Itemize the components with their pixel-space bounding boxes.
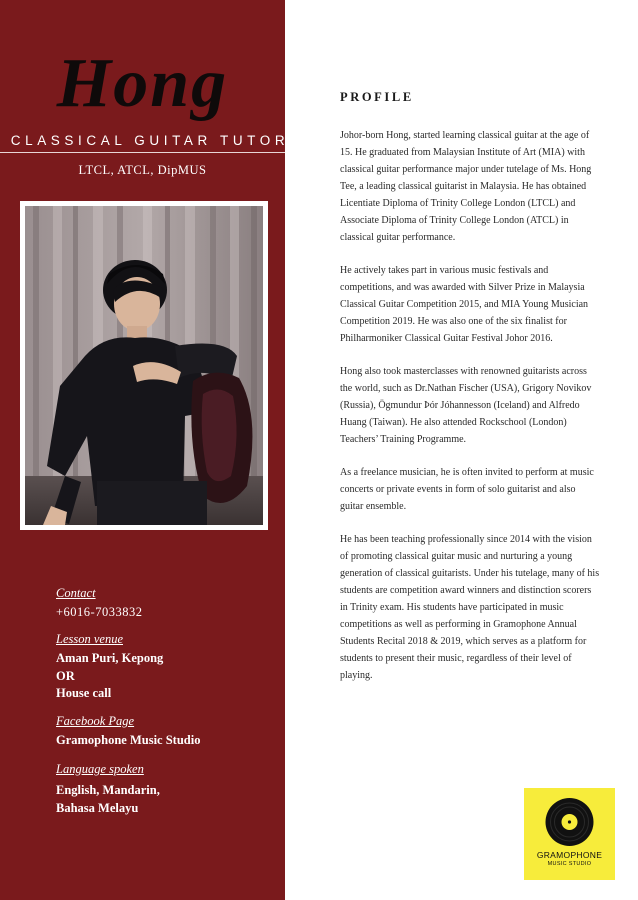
qualifications: LTCL, ATCL, DipMUS <box>78 163 207 177</box>
contact-label: Contact <box>56 586 96 600</box>
logo-line2: MUSIC STUDIO <box>547 861 592 867</box>
profile-heading: PROFILE <box>340 90 414 104</box>
contact-phone[interactable]: +6016-7033832 <box>56 605 143 619</box>
vinyl-record-icon <box>524 792 615 852</box>
language-label: Language spoken <box>56 762 144 776</box>
tutor-role: CLASSICAL GUITAR TUTOR <box>10 133 290 148</box>
profile-paragraph: Hong also took masterclasses with renowned guitarists across the world, such as Dr.Nathan Fischer (USA), Grigory Novikov (Russia), Ögmundur Þór Jóhannesson (Iceland) and Alfredo Huang (Taiwan). He also attended Rockschool (London) Teachers’ Training Programme. <box>340 366 592 445</box>
lesson-venue-section <box>56 632 163 703</box>
venue-line: House call <box>56 686 112 700</box>
title-divider <box>0 152 285 153</box>
tutor-photo <box>25 206 263 525</box>
profile-paragraph: As a freelance musician, he is often invited to perform at music concerts or private events in form of solo guitarist and also guitar ensemble. <box>340 467 594 512</box>
venue-line: OR <box>56 668 75 683</box>
contact-section <box>56 586 142 622</box>
gramophone-logo <box>524 788 615 880</box>
facebook-page-name[interactable]: Gramophone Music Studio <box>56 733 201 747</box>
profile-paragraph: He has been teaching professionally since 2014 with the vision of promoting classical guitar music and nurturing a young generation of classical guitarists. Under his tutelage, many of his students are competition award winners and distinction scorers in Trinity exam. His students have participated in music competitions as well as performing in Gramophone Annual Students Recital 2018 & 2019, which serves as a platform for students to present their music, regardless of their level of playing. <box>340 534 600 681</box>
logo-line1: GRAMOPHONE <box>536 850 603 860</box>
language-line: Bahasa Melayu <box>56 800 139 815</box>
profile-paragraph: Johor-born Hong, started learning classical guitar at the age of 15. He graduated from Malaysian Institute of Art (MIA) with classical guitar performance major under tutelage of Ms. Hong Tee, a leading classical guitarist in Malaysia. He has obtained Licentiate Diploma of Trinity College London (LTCL) and Associate Diploma of Trinity College London (ATCL) in classical guitar performance. <box>340 130 592 243</box>
photo-frame <box>20 201 268 530</box>
facebook-label: Facebook Page <box>56 714 135 728</box>
venue-line: Aman Puri, Kepong <box>56 651 164 665</box>
lesson-venue-label: Lesson venue <box>56 632 123 646</box>
sidebar <box>0 0 290 900</box>
language-line: English, Mandarin, <box>56 783 160 797</box>
facebook-section <box>56 714 200 750</box>
profile-section <box>340 90 600 700</box>
profile-paragraph: He actively takes part in various music festivals and competitions, and was awarded with Silver Prize in Malaysia Classical Guitar Competition 2015, and MIA Young Musician Competition 2019. He was also one of the six finalist for Philharmoniker Classical Guitar Festival Johor 2016. <box>340 265 589 344</box>
tutor-name: Hong <box>56 45 229 122</box>
language-section <box>56 762 160 817</box>
photo-illustration <box>25 206 263 525</box>
